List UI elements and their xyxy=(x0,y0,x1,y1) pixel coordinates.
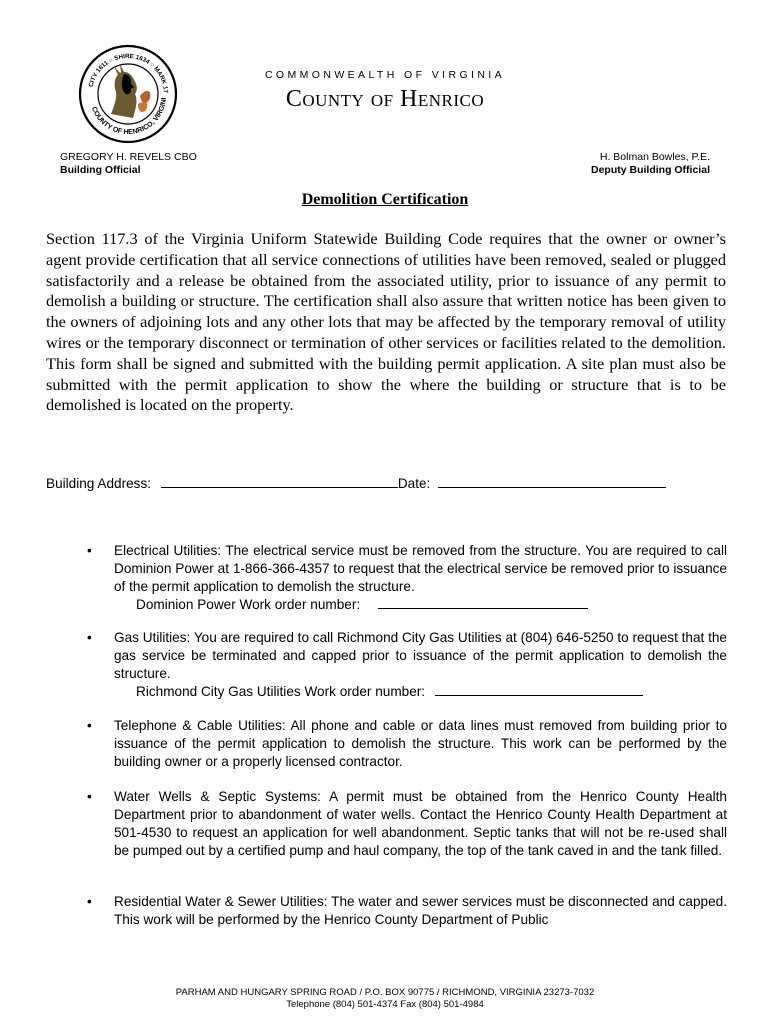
bullet-water-sewer xyxy=(87,893,727,929)
intro-paragraph: Section 117.3 of the Virginia Uniform Statewide Building Code requires that the owner or owner’s agent provide certification that all service connections of utilities have been removed, sealed or plugged satisfactorily and a release be obtained from the associated utility, prior to issuance of any permit to demolish a building or structure. The certification shall also assure that written notice has been given to the owners of adjoining lots and any other lots that may be affected by the temporary removal of utility wires or the temporary disconnect or termination of other services or facilities related to the demolition. This form shall be signed and submitted with the building permit application. A site plan must also be submitted with the permit application to show the where the building or structure that is to be demolished is located on the property. xyxy=(46,229,726,415)
footer xyxy=(0,987,770,1011)
bullet-dot: • xyxy=(87,718,92,733)
bullet-text: Electrical Utilities: The electrical service must be removed from the structure. You are required to call Dominion Power at 1-866-366-4357 to request that the electrical service be removed prior to issuance of the permit application to demolish the structure. xyxy=(114,543,727,594)
deputy-official-block xyxy=(540,151,710,177)
dominion-work-order-field[interactable] xyxy=(378,596,588,609)
building-official-role: Building Official xyxy=(60,164,141,176)
work-order-row xyxy=(136,683,727,701)
commonwealth-heading: COMMONWEALTH OF VIRGINIA xyxy=(264,69,506,81)
footer-address: PARHAM AND HUNGARY SPRING ROAD / P.O. BOX 90775 / RICHMOND, VIRGINIA 23273-7032 xyxy=(175,987,595,998)
document-title: Demolition Certification xyxy=(301,191,469,208)
bullet-telephone-cable xyxy=(87,717,727,771)
bullet-dot: • xyxy=(87,543,92,558)
bullet-text: Telephone & Cable Utilities: All phone and cable or data lines must removed from building prior to issuance of the permit application to demolish the structure. This work can be performed by the building owner or a properly licensed contractor. xyxy=(114,718,727,769)
dominion-work-order-label: Dominion Power Work order number: xyxy=(136,597,361,612)
deputy-official-role: Deputy Building Official xyxy=(590,164,710,176)
gas-work-order-field[interactable] xyxy=(435,683,643,696)
bullet-dot: • xyxy=(87,894,92,909)
bullet-text: Gas Utilities: You are required to call Richmond City Gas Utilities at (804) 646-5250 to request that the gas service be terminated and capped prior to issuance of the permit application to demolish the structure. xyxy=(114,630,727,681)
building-address-field[interactable] xyxy=(161,475,398,488)
work-order-row xyxy=(136,596,727,614)
bullet-text: Water Wells & Septic Systems: A permit must be obtained from the Henrico County Health Department prior to abandonment of water wells. Contact the Henrico County Health Department at 501-4530 to request an application for well abandonment. Septic tanks that will not be re-used shall be pumped out by a certified pump and haul company, the top of the tank caved in and the tank filled. xyxy=(114,789,727,858)
county-heading: County of Henrico xyxy=(285,86,485,112)
bullet-water-wells-septic xyxy=(87,788,727,860)
deputy-official-name: H. Bolman Bowles, P.E. xyxy=(599,151,710,163)
bullet-text: Residential Water & Sewer Utilities: The water and sewer services must be disconnected and capped. This work will be performed by the Henrico County Department of Public xyxy=(114,894,727,927)
bullet-gas xyxy=(87,629,727,701)
date-label: Date: xyxy=(397,476,431,491)
address-date-row xyxy=(46,475,666,491)
svg-text:CITY 1611 ○ SHIRE 1634 ○ MARK: CITY 1611 ○ SHIRE 1634 ○ MARK 17 xyxy=(87,52,170,94)
bullet-electrical xyxy=(87,542,727,614)
footer-phone: Telephone (804) 501-4374 Fax (804) 501-4984 xyxy=(286,999,484,1010)
building-official-block xyxy=(60,151,197,177)
bullet-dot: • xyxy=(87,630,92,645)
gas-work-order-label: Richmond City Gas Utilities Work order number: xyxy=(136,684,426,699)
county-seal-logo xyxy=(78,44,178,144)
svg-text:COUNTY OF HENRICO, VIRGINIA: COUNTY OF HENRICO, VIRGINI xyxy=(89,97,168,137)
bullet-dot: • xyxy=(87,789,92,804)
date-field[interactable] xyxy=(438,475,666,488)
building-official-name: GREGORY H. REVELS CBO xyxy=(60,151,197,163)
building-address-label: Building Address: xyxy=(46,476,152,491)
